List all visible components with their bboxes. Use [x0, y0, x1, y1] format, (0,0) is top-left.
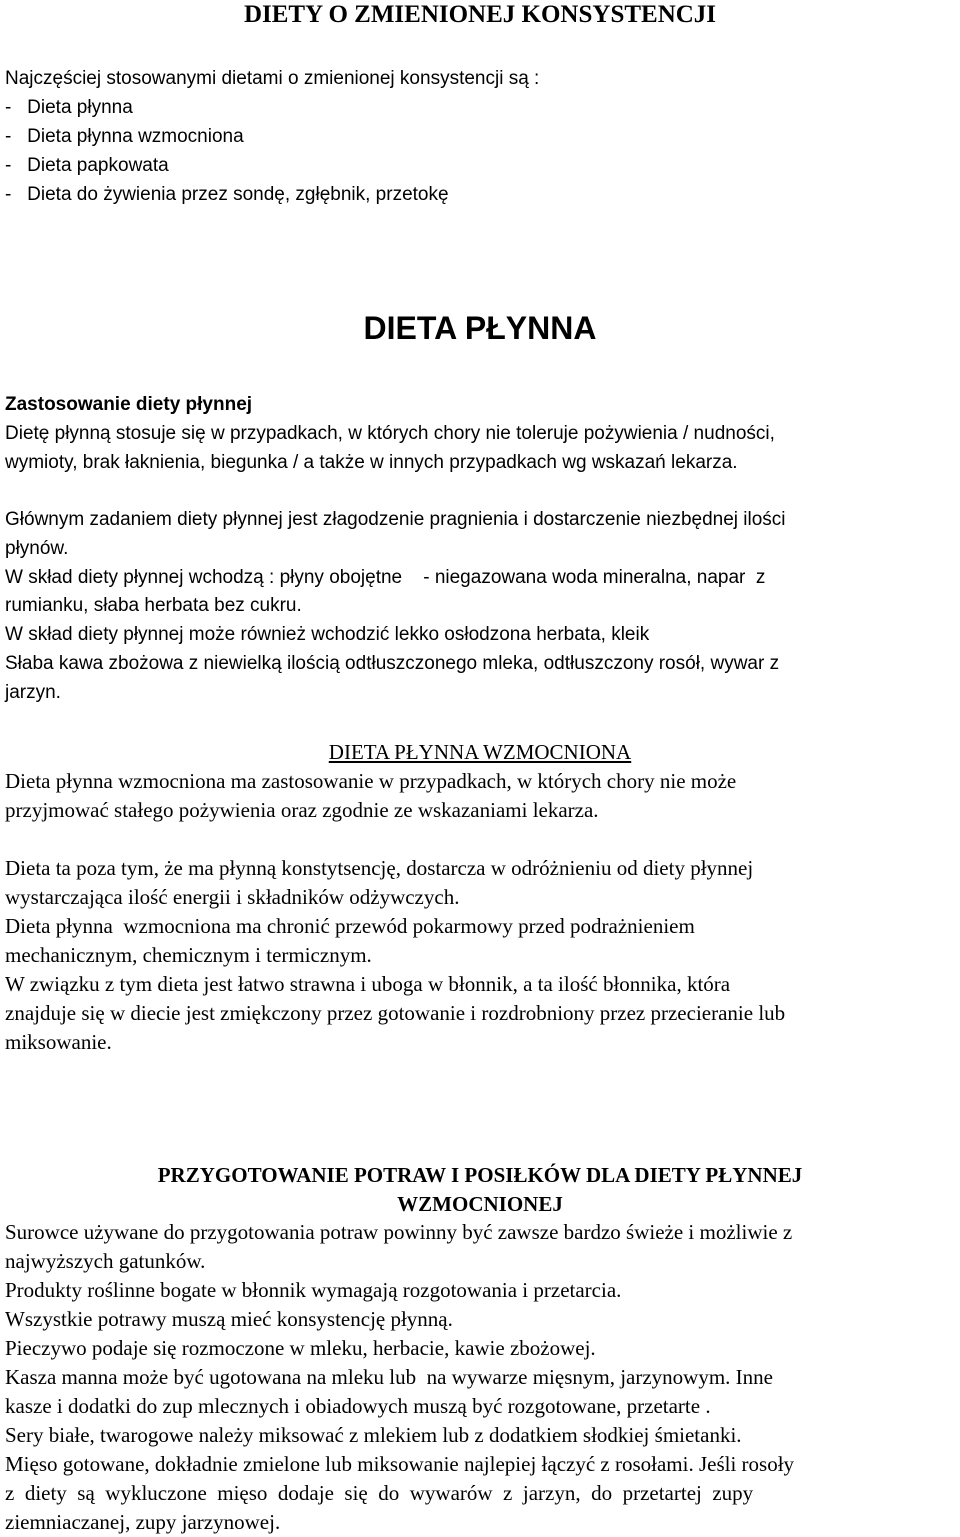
paragraph-line: Kasza manna może być ugotowana na mleku lub na wywarze mięsnym, jarzynowym. Inne: [5, 1365, 773, 1389]
paragraph-line: płynów.: [5, 538, 69, 559]
paragraph-line: Słaba kawa zbożowa z niewielką ilością odtłuszczonego mleka, odtłuszczony rosół, wywar z: [5, 653, 780, 674]
paragraph-line: Pieczywo podaje się rozmoczone w mleku, herbacie, kawie zbożowej.: [5, 1336, 596, 1360]
paragraph-line: Produkty roślinne bogate w błonnik wymagają rozgotowania i przetarcia.: [5, 1278, 622, 1302]
paragraph-line: Dieta ta poza tym, że ma płynną konstytsencję, dostarcza w odróżnieniu od diety płynnej: [5, 856, 754, 880]
section-heading-przygotowanie-l2: WZMOCNIONEJ: [397, 1192, 563, 1216]
paragraph-line: rumianku, słaba herbata bez cukru.: [5, 595, 302, 616]
section-heading-przygotowanie-l1: PRZYGOTOWANIE POTRAW I POSIŁKÓW DLA DIETY PŁYNNEJ: [157, 1163, 803, 1187]
paragraph-line: wystarczająca ilość energii i składników odżywczych.: [5, 885, 460, 909]
paragraph-line: W skład diety płynnej wchodzą : płyny obojętne - niegazowana woda mineralna, napar z: [5, 567, 766, 588]
list-item: - Dieta płynna wzmocniona: [5, 126, 244, 147]
paragraph-line: z diety są wykluczone mięso dodaje się do wywarów z jarzyn, do przetartej zupy: [5, 1481, 754, 1505]
paragraph-line: Dietę płynną stosuje się w przypadkach, w których chory nie toleruje pożywienia / nudności,: [5, 423, 775, 444]
paragraph-line: Sery białe, twarogowe należy miksować z mlekiem lub z dodatkiem słodkiej śmietanki.: [5, 1423, 742, 1447]
paragraph-line: miksowanie.: [5, 1030, 112, 1054]
paragraph-line: Głównym zadaniem diety płynnej jest złagodzenie pragnienia i dostarczenie niezbędnej ilości: [5, 509, 786, 530]
paragraph-line: Surowce używane do przygotowania potraw powinny być zawsze bardzo świeże i możliwie z: [5, 1220, 793, 1244]
paragraph-line: kasze i dodatki do zup mlecznych i obiadowych muszą być rozgotowane, przetarte .: [5, 1394, 711, 1418]
paragraph-line: najwyższych gatunków.: [5, 1249, 206, 1273]
document-title: DIETY O ZMIENIONEJ KONSYSTENCJI: [243, 1, 717, 28]
list-item: - Dieta do żywienia przez sondę, zgłębnik, przetokę: [5, 184, 449, 205]
paragraph-line: jarzyn.: [5, 682, 61, 703]
list-item: - Dieta papkowata: [5, 155, 169, 176]
paragraph-line: wymioty, brak łaknienia, biegunka / a także w innych przypadkach wg wskazań lekarza.: [5, 452, 738, 473]
list-item: - Dieta płynna: [5, 97, 133, 118]
heading-text: DIETA PŁYNNA WZMOCNIONA: [328, 740, 632, 764]
paragraph-line: Dieta płynna wzmocniona ma zastosowanie w przypadkach, w których chory nie może: [5, 769, 737, 793]
section-heading-dieta-plynna: DIETA PŁYNNA: [363, 310, 597, 346]
subheading-zastosowanie: Zastosowanie diety płynnej: [5, 394, 253, 415]
section-heading-dieta-wzmocniona: [0, 738, 960, 767]
paragraph-line: W związku z tym dieta jest łatwo strawna i uboga w błonnik, a ta ilość błonnika, która: [5, 972, 731, 996]
paragraph-line: przyjmować stałego pożywienia oraz zgodnie ze wskazaniami lekarza.: [5, 798, 599, 822]
paragraph-line: W skład diety płynnej może również wchodzić lekko osłodzona herbata, kleik: [5, 624, 650, 645]
paragraph-line: ziemniaczanej, zupy jarzynowej.: [5, 1510, 281, 1534]
paragraph-line: znajduje się w diecie jest zmiękczony przez gotowanie i rozdrobniony przez przecieranie lub: [5, 1001, 786, 1025]
intro-lead: Najczęściej stosowanymi dietami o zmienionej konsystencji są :: [5, 68, 540, 89]
intro-list: [5, 93, 449, 209]
paragraph-line: mechanicznym, chemicznym i termicznym.: [5, 943, 372, 967]
paragraph-line: Mięso gotowane, dokładnie zmielone lub miksowanie najlepiej łączyć z rosołami. Jeśli rosoły: [5, 1452, 795, 1476]
paragraph-line: Wszystkie potrawy muszą mieć konsystencję płynną.: [5, 1307, 453, 1331]
paragraph-line: Dieta płynna wzmocniona ma chronić przewód pokarmowy przed podrażnieniem: [5, 914, 695, 938]
